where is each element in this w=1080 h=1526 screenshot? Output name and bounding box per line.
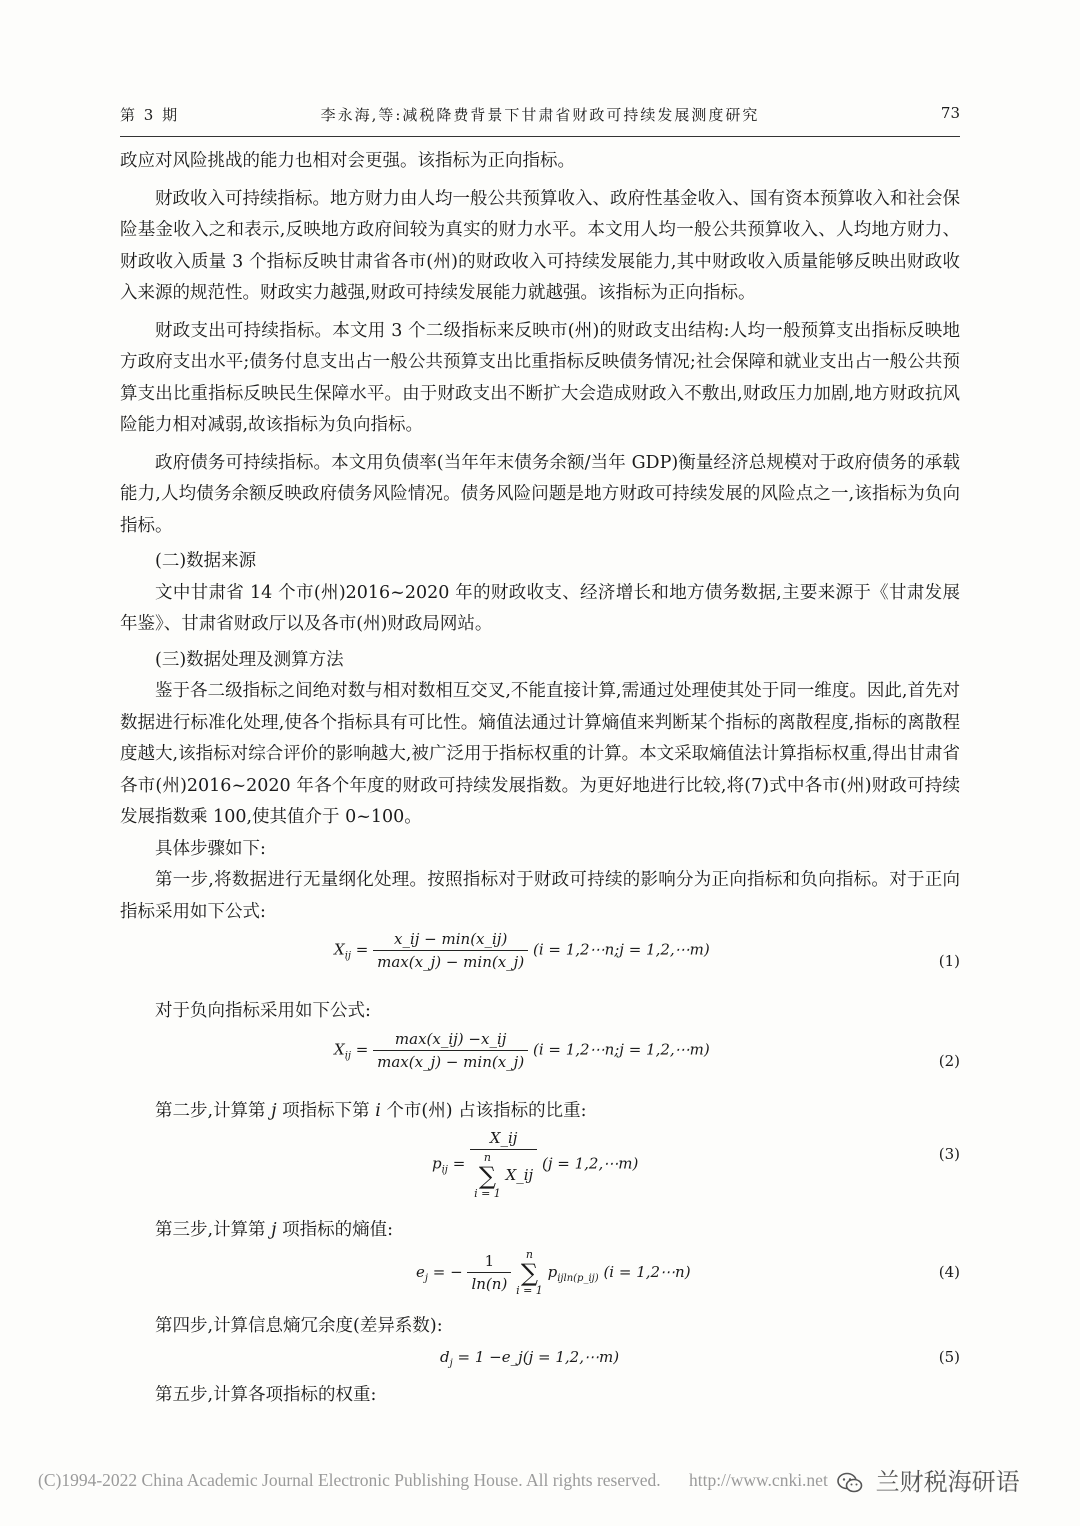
formula-3-denominator: X_ij (505, 1166, 534, 1184)
paragraph-method: 鉴于各二级指标之间绝对数与相对数相互交叉,不能直接计算,需通过处理使其处于同一维度。因此,首先对数据进行标准化处理,使各个指标具有可比性。熵值法通过计算熵值来判断某个指标的离散程度,指标的离散程度越大,该指标对综合评价的影响越大,被广泛用于指标权重的计算。本文采取熵值法计算指标权重,得出甘肃省各市(州)2016~2020 年各个年度的财政可持续发展指数。为更好地进行比较,将(7)式中各市(州)财政可持续发展指数乘 100,使其值介于 0~100。 (120, 681, 960, 827)
formula-5-label: (5) (938, 1348, 960, 1366)
copyright-footer (38, 1470, 828, 1491)
paragraph-debt: 政府债务可持续指标。本文用负债率(当年年末债务余额/当年 GDP)衡量经济总规模对于政府债务的承载能力,人均债务余额反映政府债务风险情况。债务风险问题是地方财政可持续发展的风险点之一,该指标为负向指标。 (120, 452, 960, 536)
paragraph-expenditure: 财政支出可持续指标。本文用 3 个二级指标来反映市(州)的财政支出结构:人均一般预算支出指标反映地方政府支出水平;债务付息支出占一般公共预算支出比重指标反映债务情况;社会保障和就业支出占一般公共预算支出比重指标反映民生保障水平。由于财政支出不断扩大会造成财政入不敷出,财政压力加剧,地方财政抗风险能力相对减弱,故该指标为负向指标。 (120, 320, 960, 435)
formula-1-label: (1) (938, 952, 960, 970)
paragraph-step1: 第一步,将数据进行无量纲化处理。按照指标对于财政可持续的影响分为正向指标和负向指标。对于正向指标采用如下公式: (120, 870, 960, 922)
page-number: 73 (940, 104, 960, 122)
article-body (120, 146, 960, 1412)
formula-2-condition: (i = 1,2⋯n;j = 1,2,⋯m) (532, 1040, 710, 1058)
watermark-text: 兰财税海研语 (875, 1468, 1020, 1496)
paragraph-steps: 具体步骤如下: (155, 838, 266, 859)
paragraph-step2: 第二步,计算第 j 项指标下第 i 个市(州) 占该指标的比重: (155, 1100, 587, 1121)
formula-2 (120, 1030, 960, 1094)
wechat-watermark (836, 1462, 1020, 1497)
paragraph-negative: 对于负向指标采用如下公式: (155, 1001, 371, 1021)
formula-2-numerator: max(x_ij) −x_ij (373, 1030, 528, 1051)
header-rule (120, 136, 960, 137)
formula-1 (120, 930, 960, 994)
formula-2-label: (2) (938, 1051, 960, 1070)
section-heading-method: (三)数据处理及测算方法 (155, 649, 344, 670)
formula-1-body: $X_{ij}$ = $\frac{x\_ij - \min(x\_ij)}{\max(x\_j) - \min(x\_j)}$ (i = 1,2⋯n;j = 1,2,⋯m) (334, 930, 710, 971)
paragraph-data-source: 文中甘肃省 14 个市(州)2016~2020 年的财政收支、经济增长和地方债务数据,主要来源于《甘肃发展年鉴》、甘肃省财政厅以及各市(州)财政局网站。 (120, 582, 960, 634)
formula-4 (120, 1249, 960, 1309)
formula-4-body: $e_j$ = − $\frac{1}{\ln(n)}$ n ∑ i = 1 $p_{ijln(p\_ij)}$ (i = 1,2⋯n) (416, 1247, 691, 1297)
formula-3-condition: (j = 1,2,⋯m) (542, 1154, 639, 1173)
summation-sign: n ∑ i = 1 (474, 1151, 501, 1200)
copyright-text: (C)1994-2022 China Academic Journal Electronic Publishing House. All rights reserved. (38, 1470, 661, 1490)
running-title: 李永海,等:减税降费背景下甘肃省财政可持续发展测度研究 (320, 106, 760, 124)
paragraph: 政应对风险挑战的能力也相对会更强。该指标为正向指标。 (120, 151, 575, 171)
formula-4-condition: (i = 1,2⋯n) (603, 1262, 691, 1281)
paragraph-step3: 第三步,计算第 j 项指标的熵值: (155, 1220, 394, 1240)
issue-number: 第 3 期 (120, 106, 180, 124)
formula-1-numerator: x_ij − min(x_ij) (373, 930, 528, 951)
formula-5-body: $d_j = 1$ −e_j(j = 1,2,⋯m) (440, 1348, 620, 1369)
formula-3-label: (3) (938, 1145, 960, 1163)
formula-2-body: $X_{ij}$ = $\frac{\max(x\_ij) -x\_ij}{\max(x\_j) - \min(x\_j)}$ (i = 1,2⋯n;j = 1,2,⋯m) (334, 1029, 710, 1071)
formula-1-denominator: max(x_j) − min(x_j) (377, 953, 525, 971)
section-heading-data-source: (二)数据来源 (155, 551, 257, 571)
formula-3-body: $p_{ij}$ = X_ij n ∑ i = 1 X_ij (j = 1,2,⋯m) (432, 1129, 639, 1200)
formula-4-denominator: ln(n) (471, 1275, 508, 1293)
paragraph-step4: 第四步,计算信息熵冗余度(差异系数): (155, 1315, 443, 1336)
running-header (120, 104, 960, 132)
formula-3 (120, 1129, 960, 1213)
formula-5 (120, 1344, 960, 1378)
formula-4-label: (4) (938, 1262, 960, 1281)
wechat-icon (836, 1472, 864, 1494)
formula-4-term: p (547, 1262, 558, 1281)
formula-3-numerator: X_ij (470, 1129, 537, 1150)
formula-2-denominator: max(x_j) − min(x_j) (377, 1052, 525, 1071)
paragraph-step5: 第五步,计算各项指标的权重: (155, 1385, 377, 1405)
footer-url: http://www.cnki.net (688, 1470, 828, 1490)
summation-sign: n ∑ i = 1 (516, 1247, 543, 1297)
paragraph-revenue: 财政收入可持续指标。地方财力由人均一般公共预算收入、政府性基金收入、国有资本预算收入和社会保险基金收入之和表示,反映地方政府间较为真实的财力水平。本文用人均一般公共预算收入、人均地方财力、财政收入质量 3 个指标反映甘肃省各市(州)的财政收入可持续发展能力,其中财政收入质量能够反映出财政收入来源的规范性。财政实力越强,财政可持续发展能力就越强。该指标为正向指标。 (120, 188, 960, 303)
formula-1-condition: (i = 1,2⋯n;j = 1,2,⋯m) (532, 940, 710, 959)
formula-4-numerator: 1 (467, 1252, 511, 1273)
